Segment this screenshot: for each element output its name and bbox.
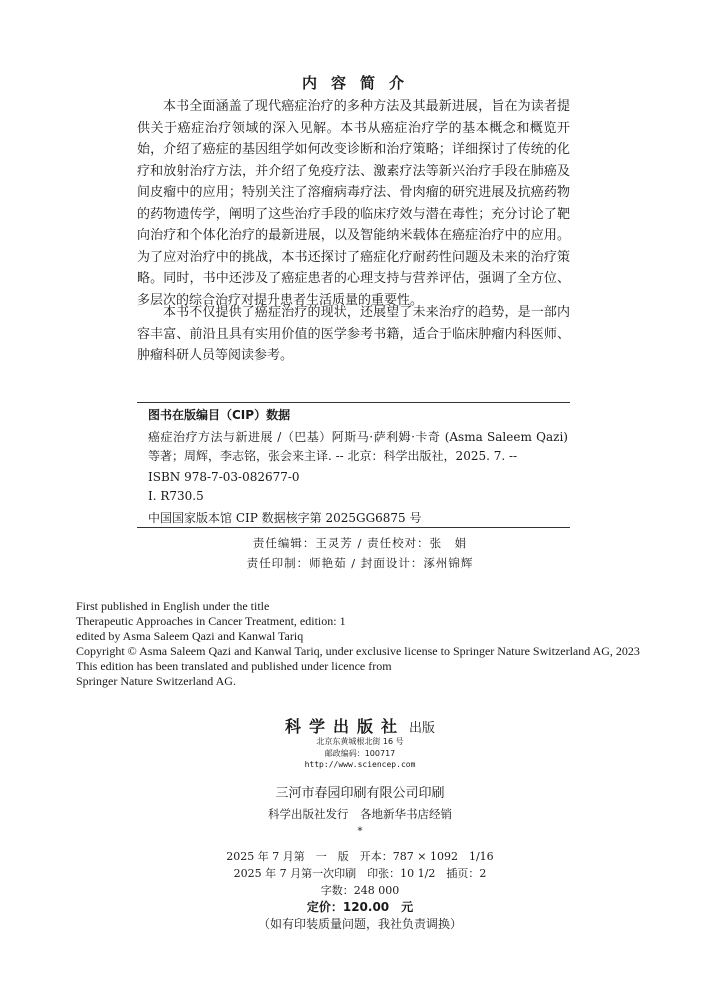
english-line: This edition has been translated and published under licence from [76, 659, 392, 673]
word-count: 字数：248 000 [320, 884, 400, 897]
edition-spec: 2025 年 7 月第 一 版 开本：787 × 1092 1/16 [226, 850, 494, 863]
publisher-website: http://www.sciencep.com [304, 760, 416, 769]
printing-spec: 2025 年 7 月第一次印刷 印张：10 1/2 插页：2 [233, 867, 487, 880]
english-line: First published in English under the title [76, 599, 270, 613]
production-credits: 责任印制：师艳茹 / 封面设计：涿州锦辉 [246, 556, 474, 570]
separator-star: * [357, 826, 363, 837]
publisher-name: 科学出版社 [284, 717, 405, 736]
publisher-imprint [0, 714, 720, 737]
cip-top-divider [137, 402, 570, 403]
page-title: 内容简介 [301, 74, 418, 92]
cip-bottom-divider [137, 527, 570, 528]
intro-paragraph-1: 本书全面涵盖了现代癌症治疗的多种方法及其最新进展，旨在为读者提供关于癌症治疗领域的深入见解。本书从癌症治疗学的基本概念和概览开始，介绍了癌症的基因组学如何改变诊断和治疗策略；详细探讨了传统的化疗和放射治疗方法，并介绍了免疫疗法、激素疗法等新兴治疗手段在肺癌及间皮瘤中的应用；特别关注了溶瘤病毒疗法、骨肉瘤的研究进展及抗癌药物的药物遗传学，阐明了这些治疗手段的临床疗效与潜在毒性；充分讨论了靶向治疗和个体化治疗的最新进展，以及智能纳米载体在癌症治疗中的应用。为了应对治疗中的挑战，本书还探讨了癌症化疗耐药性问题及未来的治疗策略。同时，书中还涉及了癌症患者的心理支持与营养评估，强调了全方位、多层次的综合治疗对提升患者生活质量的重要性。 [137, 99, 570, 308]
cip-heading: 图书在版编目（CIP）数据 [148, 408, 291, 422]
intro-paragraph-2: 本书不仅提供了癌症治疗的现状，还展望了未来治疗的趋势，是一部内容丰富、前沿且具有实用价值的医学参考书籍，适合于临床肿瘤内科医师、肿瘤科研人员等阅读参考。 [137, 305, 570, 363]
publisher-suffix: 出版 [409, 721, 436, 736]
quality-notice: （如有印装质量问题，我社负责调换） [257, 917, 462, 931]
cip-entry: 癌症治疗方法与新进展 /（巴基）阿斯马·萨利姆·卡奇 (Asma Saleem Qazi) 等著；周辉，李志铭，张会来主译. -- 北京：科学出版社，2025. 7. -- [148, 430, 568, 463]
printer: 三河市春园印刷有限公司印刷 [275, 786, 445, 801]
price: 定价：120.00 元 [306, 900, 414, 914]
english-line: Springer Nature Switzerland AG. [76, 674, 236, 688]
editor-credits: 责任编辑：王灵芳 / 责任校对：张 娟 [252, 536, 468, 550]
cip-isbn: ISBN 978-7-03-082677-0 [148, 470, 300, 484]
distribution: 科学出版社发行 各地新华书店经销 [268, 807, 452, 821]
cip-classification: Ⅰ. R730.5 [148, 489, 204, 503]
cip-number: 中国国家版本馆 CIP 数据核字第 2025GG6875 号 [148, 511, 422, 525]
publisher-postcode: 邮政编码：100717 [324, 749, 396, 758]
english-line: edited by Asma Saleem Qazi and Kanwal Tariq [76, 629, 304, 643]
english-line: Therapeutic Approaches in Cancer Treatment, edition: 1 [76, 614, 346, 628]
publisher-address: 北京东黄城根北街 16 号 [316, 737, 404, 746]
english-line: Copyright © Asma Saleem Qazi and Kanwal Tariq, under exclusive license to Springer Nature Switzerland AG, 2023 [76, 644, 640, 658]
